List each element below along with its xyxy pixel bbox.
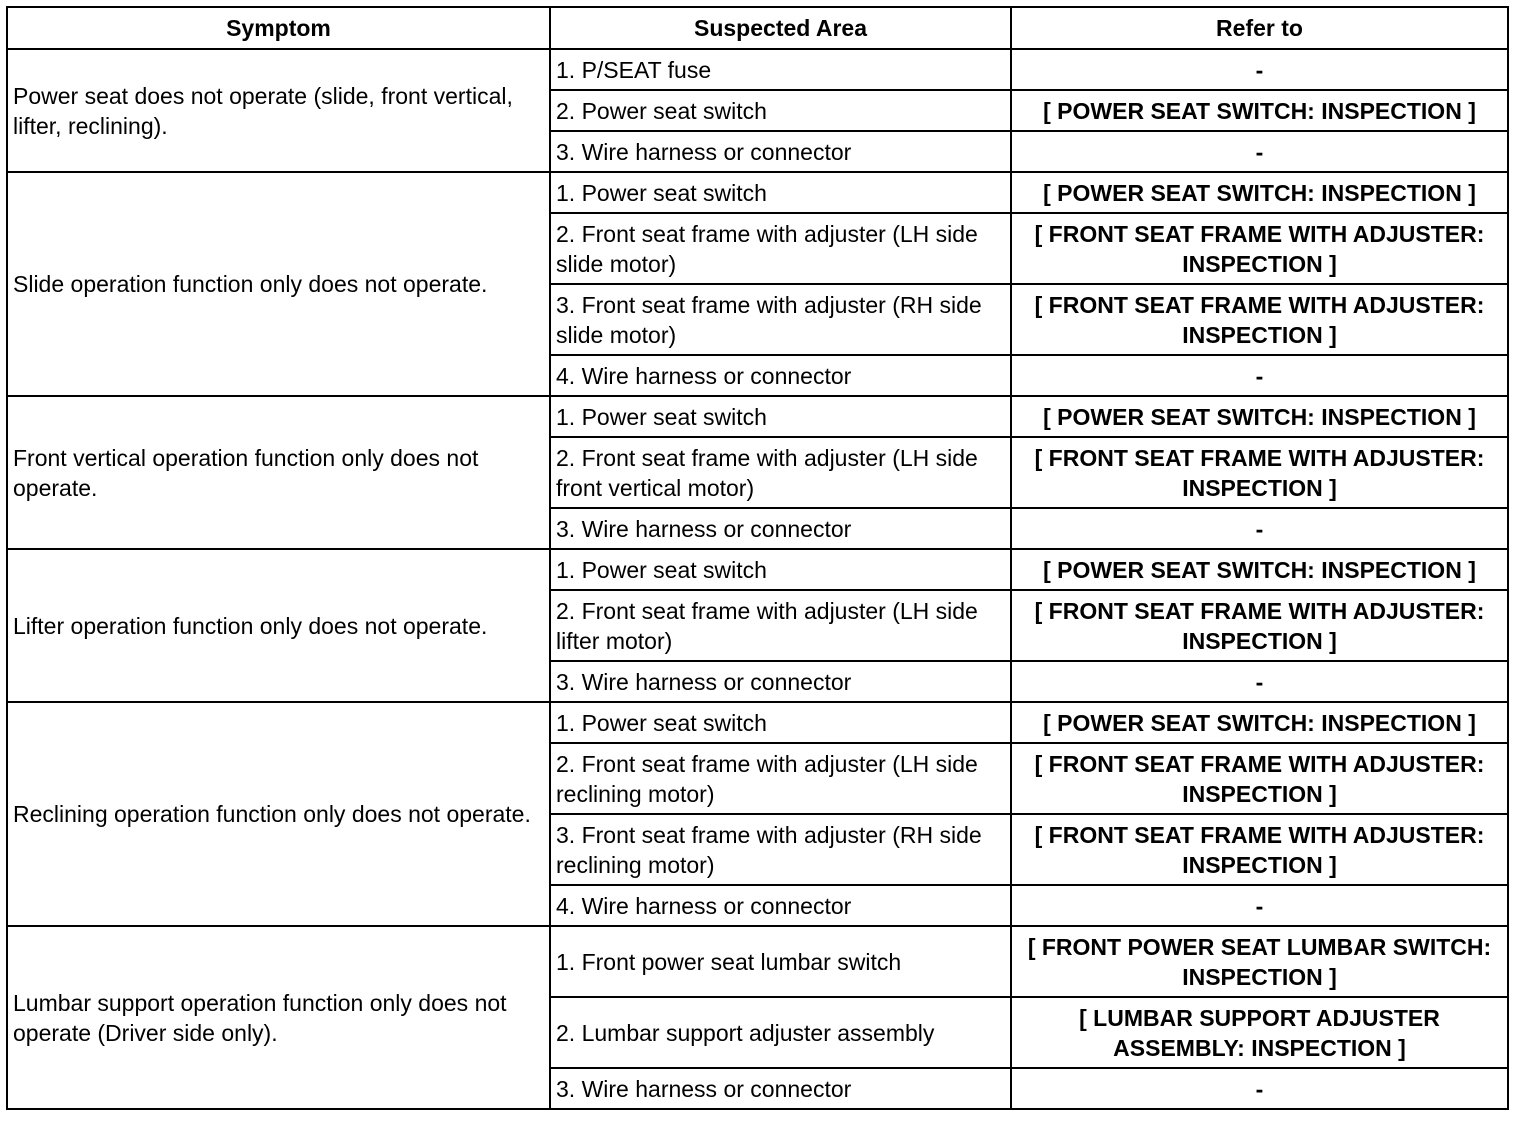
symptom-cell: Lifter operation function only does not operate. xyxy=(7,549,550,702)
suspected-area-cell: 4. Wire harness or connector xyxy=(550,885,1011,926)
refer-to-cell: [ POWER SEAT SWITCH: INSPECTION ] xyxy=(1011,702,1508,743)
refer-to-cell: - xyxy=(1011,49,1508,90)
refer-to-cell: - xyxy=(1011,1068,1508,1109)
header-refer-to: Refer to xyxy=(1011,7,1508,49)
table-row xyxy=(7,396,1508,437)
suspected-area-cell: 4. Wire harness or connector xyxy=(550,355,1011,396)
suspected-area-cell: 2. Power seat switch xyxy=(550,90,1011,131)
refer-to-cell: - xyxy=(1011,131,1508,172)
suspected-area-cell: 1. Power seat switch xyxy=(550,396,1011,437)
symptom-cell: Reclining operation function only does not operate. xyxy=(7,702,550,926)
refer-to-cell: [ POWER SEAT SWITCH: INSPECTION ] xyxy=(1011,549,1508,590)
refer-to-cell: [ POWER SEAT SWITCH: INSPECTION ] xyxy=(1011,396,1508,437)
table-row xyxy=(7,549,1508,590)
suspected-area-cell: 3. Wire harness or connector xyxy=(550,661,1011,702)
symptom-cell: Slide operation function only does not operate. xyxy=(7,172,550,396)
suspected-area-cell: 3. Front seat frame with adjuster (RH side reclining motor) xyxy=(550,814,1011,885)
header-suspected-area: Suspected Area xyxy=(550,7,1011,49)
suspected-area-cell: 1. Front power seat lumbar switch xyxy=(550,926,1011,997)
symptom-cell: Lumbar support operation function only does not operate (Driver side only). xyxy=(7,926,550,1109)
suspected-area-cell: 3. Wire harness or connector xyxy=(550,508,1011,549)
refer-to-cell: [ FRONT SEAT FRAME WITH ADJUSTER: INSPECTION ] xyxy=(1011,437,1508,508)
refer-to-cell: [ FRONT SEAT FRAME WITH ADJUSTER: INSPECTION ] xyxy=(1011,590,1508,661)
refer-to-cell: [ FRONT SEAT FRAME WITH ADJUSTER: INSPECTION ] xyxy=(1011,743,1508,814)
table-row xyxy=(7,172,1508,213)
refer-to-cell: - xyxy=(1011,661,1508,702)
troubleshooting-table xyxy=(6,6,1509,1110)
refer-to-cell: - xyxy=(1011,355,1508,396)
suspected-area-cell: 1. Power seat switch xyxy=(550,702,1011,743)
suspected-area-cell: 3. Front seat frame with adjuster (RH side slide motor) xyxy=(550,284,1011,355)
suspected-area-cell: 2. Lumbar support adjuster assembly xyxy=(550,997,1011,1068)
suspected-area-cell: 1. Power seat switch xyxy=(550,172,1011,213)
refer-to-cell: [ LUMBAR SUPPORT ADJUSTER ASSEMBLY: INSPECTION ] xyxy=(1011,997,1508,1068)
suspected-area-cell: 1. Power seat switch xyxy=(550,549,1011,590)
suspected-area-cell: 1. P/SEAT fuse xyxy=(550,49,1011,90)
header-symptom: Symptom xyxy=(7,7,550,49)
suspected-area-cell: 2. Front seat frame with adjuster (LH side front vertical motor) xyxy=(550,437,1011,508)
table-body xyxy=(7,49,1508,1109)
suspected-area-cell: 3. Wire harness or connector xyxy=(550,131,1011,172)
refer-to-cell: [ FRONT POWER SEAT LUMBAR SWITCH: INSPECTION ] xyxy=(1011,926,1508,997)
suspected-area-cell: 2. Front seat frame with adjuster (LH side lifter motor) xyxy=(550,590,1011,661)
refer-to-cell: - xyxy=(1011,885,1508,926)
table-row xyxy=(7,926,1508,997)
refer-to-cell: [ FRONT SEAT FRAME WITH ADJUSTER: INSPECTION ] xyxy=(1011,814,1508,885)
refer-to-cell: - xyxy=(1011,508,1508,549)
header-row xyxy=(7,7,1508,49)
refer-to-cell: [ POWER SEAT SWITCH: INSPECTION ] xyxy=(1011,90,1508,131)
suspected-area-cell: 3. Wire harness or connector xyxy=(550,1068,1011,1109)
symptom-cell: Front vertical operation function only does not operate. xyxy=(7,396,550,549)
refer-to-cell: [ FRONT SEAT FRAME WITH ADJUSTER: INSPECTION ] xyxy=(1011,213,1508,284)
table-row xyxy=(7,702,1508,743)
table-row xyxy=(7,49,1508,90)
refer-to-cell: [ FRONT SEAT FRAME WITH ADJUSTER: INSPECTION ] xyxy=(1011,284,1508,355)
suspected-area-cell: 2. Front seat frame with adjuster (LH side slide motor) xyxy=(550,213,1011,284)
suspected-area-cell: 2. Front seat frame with adjuster (LH side reclining motor) xyxy=(550,743,1011,814)
symptom-cell: Power seat does not operate (slide, front vertical, lifter, reclining). xyxy=(7,49,550,172)
refer-to-cell: [ POWER SEAT SWITCH: INSPECTION ] xyxy=(1011,172,1508,213)
